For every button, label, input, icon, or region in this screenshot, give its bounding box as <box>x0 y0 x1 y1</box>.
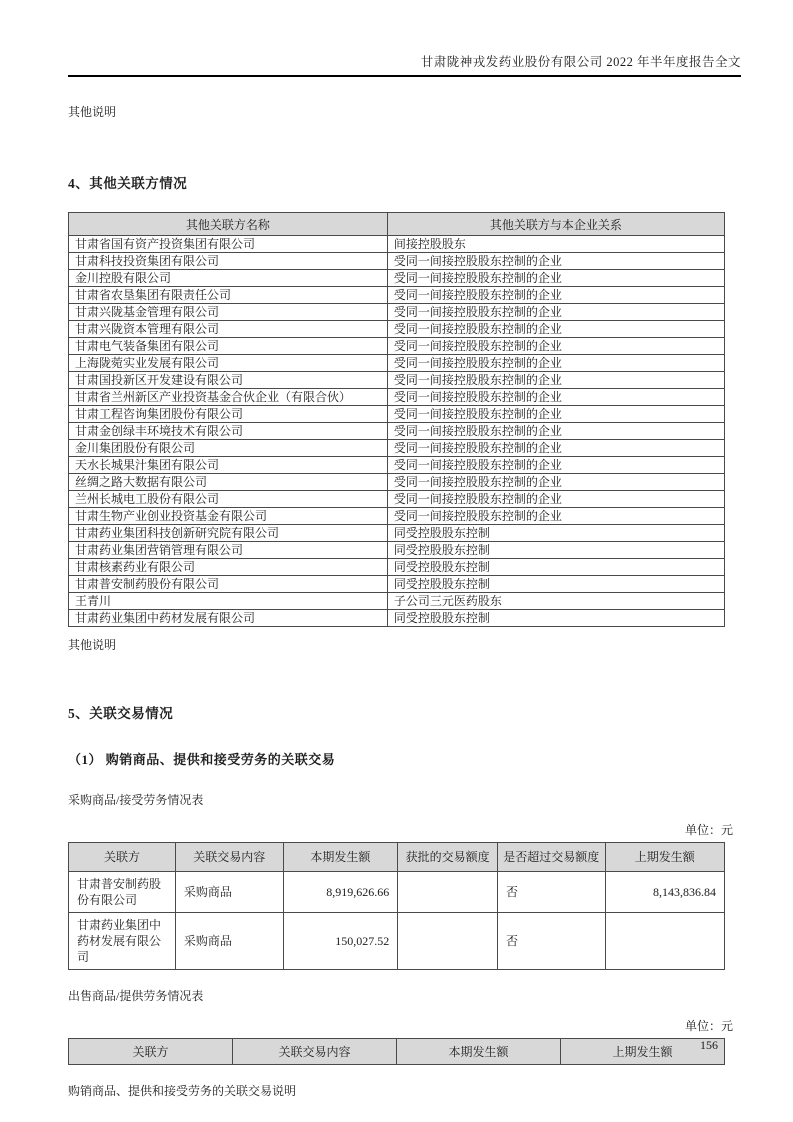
table-cell: 采购商品 <box>175 913 283 970</box>
table-cell: 间接控股股东 <box>387 236 724 253</box>
column-header: 上期发生额 <box>605 843 724 872</box>
column-header: 是否超过交易额度 <box>498 843 606 872</box>
table-cell: 受同一间接控股股东控制的企业 <box>387 253 724 270</box>
table-cell: 天水长城果汁集团有限公司 <box>69 457 388 474</box>
transaction-note-label: 购销商品、提供和接受劳务的关联交易说明 <box>68 1084 297 1098</box>
column-header: 其他关联方与本企业关系 <box>387 213 724 236</box>
table-row <box>69 406 725 423</box>
table-cell: 金川集团股份有限公司 <box>69 440 388 457</box>
table-row <box>69 372 725 389</box>
column-header: 获批的交易额度 <box>398 843 498 872</box>
unit-label-sales: 单位：元 <box>684 1019 733 1033</box>
column-header: 关联交易内容 <box>233 1039 397 1065</box>
sales-table-caption: 出售商品/提供劳务情况表 <box>68 989 204 1003</box>
section-5-heading: 5、关联交易情况 <box>68 706 174 721</box>
purchase-table <box>68 842 725 970</box>
table-cell: 甘肃药业集团营销管理有限公司 <box>69 542 388 559</box>
purchase-table-header <box>69 843 725 872</box>
table-cell: 同受控股股东控制 <box>387 525 724 542</box>
table-row <box>69 913 725 970</box>
table-row <box>69 525 725 542</box>
subsection-1-heading: （1） 购销商品、提供和接受劳务的关联交易 <box>68 752 336 767</box>
table-cell: 否 <box>498 913 606 970</box>
table-cell <box>398 913 498 970</box>
table-row <box>69 270 725 287</box>
column-header: 上期发生额 <box>561 1039 725 1065</box>
table-row <box>69 423 725 440</box>
sales-table-header <box>69 1039 725 1065</box>
table-cell: 受同一间接控股股东控制的企业 <box>387 355 724 372</box>
table-cell: 受同一间接控股股东控制的企业 <box>387 372 724 389</box>
table-row <box>69 542 725 559</box>
related-party-table-header <box>69 213 725 236</box>
table-cell: 甘肃工程咨询集团股份有限公司 <box>69 406 388 423</box>
table-cell: 受同一间接控股股东控制的企业 <box>387 389 724 406</box>
table-row <box>69 236 725 253</box>
table-cell: 采购商品 <box>175 872 283 913</box>
table-row <box>69 576 725 593</box>
table-row <box>69 474 725 491</box>
table-cell: 甘肃药业集团中药材发展有限公司 <box>69 913 176 970</box>
table-cell: 甘肃国投新区开发建设有限公司 <box>69 372 388 389</box>
table-cell: 上海陇菀实业发展有限公司 <box>69 355 388 372</box>
table-row <box>69 338 725 355</box>
table-cell: 甘肃兴陇基金管理有限公司 <box>69 304 388 321</box>
purchase-table-caption: 采购商品/接受劳务情况表 <box>68 793 204 807</box>
sales-table <box>68 1038 725 1065</box>
other-notes-label-bottom: 其他说明 <box>68 638 117 652</box>
table-row <box>69 389 725 406</box>
table-cell: 受同一间接控股股东控制的企业 <box>387 491 724 508</box>
table-row <box>69 253 725 270</box>
table-row <box>69 610 725 627</box>
other-notes-label-top: 其他说明 <box>68 105 117 119</box>
table-cell: 甘肃金创绿丰环境技术有限公司 <box>69 423 388 440</box>
column-header: 关联方 <box>69 843 176 872</box>
table-cell: 子公司三元医药股东 <box>387 593 724 610</box>
table-cell: 受同一间接控股股东控制的企业 <box>387 287 724 304</box>
column-header: 本期发生额 <box>397 1039 561 1065</box>
table-cell: 受同一间接控股股东控制的企业 <box>387 270 724 287</box>
related-party-table <box>68 212 725 627</box>
table-row <box>69 355 725 372</box>
table-cell: 甘肃药业集团科技创新研究院有限公司 <box>69 525 388 542</box>
table-cell <box>398 872 498 913</box>
unit-label-purchase: 单位：元 <box>684 823 733 837</box>
table-cell: 同受控股股东控制 <box>387 559 724 576</box>
table-cell: 甘肃科技投资集团有限公司 <box>69 253 388 270</box>
table-cell: 甘肃生物产业创业投资基金有限公司 <box>69 508 388 525</box>
table-cell: 受同一间接控股股东控制的企业 <box>387 423 724 440</box>
table-row <box>69 304 725 321</box>
table-cell: 受同一间接控股股东控制的企业 <box>387 440 724 457</box>
table-cell: 甘肃普安制药股份有限公司 <box>69 576 388 593</box>
table-row <box>69 457 725 474</box>
table-cell: 受同一间接控股股东控制的企业 <box>387 321 724 338</box>
table-cell: 8,143,836.84 <box>605 872 724 913</box>
table-row <box>69 491 725 508</box>
table-cell: 甘肃省国有资产投资集团有限公司 <box>69 236 388 253</box>
table-row <box>69 508 725 525</box>
table-cell: 甘肃电气装备集团有限公司 <box>69 338 388 355</box>
table-cell: 甘肃省兰州新区产业投资基金合伙企业（有限合伙） <box>69 389 388 406</box>
table-row <box>69 559 725 576</box>
page-number: 156 <box>700 1038 718 1052</box>
table-cell: 受同一间接控股股东控制的企业 <box>387 457 724 474</box>
table-cell: 8,919,626.66 <box>283 872 398 913</box>
column-header: 关联交易内容 <box>175 843 283 872</box>
table-cell: 同受控股股东控制 <box>387 542 724 559</box>
table-row <box>69 440 725 457</box>
table-cell: 受同一间接控股股东控制的企业 <box>387 338 724 355</box>
table-cell: 150,027.52 <box>283 913 398 970</box>
column-header: 关联方 <box>69 1039 233 1065</box>
table-row <box>69 287 725 304</box>
table-cell: 否 <box>498 872 606 913</box>
table-cell <box>605 913 724 970</box>
table-cell: 甘肃核素药业有限公司 <box>69 559 388 576</box>
table-cell: 丝绸之路大数据有限公司 <box>69 474 388 491</box>
table-cell: 兰州长城电工股份有限公司 <box>69 491 388 508</box>
table-cell: 金川控股有限公司 <box>69 270 388 287</box>
column-header: 其他关联方名称 <box>69 213 388 236</box>
table-cell: 同受控股股东控制 <box>387 576 724 593</box>
table-row <box>69 872 725 913</box>
table-cell: 受同一间接控股股东控制的企业 <box>387 474 724 491</box>
table-row <box>69 593 725 610</box>
table-row <box>69 321 725 338</box>
table-cell: 受同一间接控股股东控制的企业 <box>387 508 724 525</box>
table-cell: 甘肃兴陇资本管理有限公司 <box>69 321 388 338</box>
table-cell: 甘肃药业集团中药材发展有限公司 <box>69 610 388 627</box>
section-4-heading: 4、其他关联方情况 <box>68 176 188 191</box>
page-header-title: 甘肃陇神戎发药业股份有限公司 2022 年半年度报告全文 <box>68 0 741 77</box>
table-cell: 同受控股股东控制 <box>387 610 724 627</box>
table-cell: 甘肃省农垦集团有限责任公司 <box>69 287 388 304</box>
column-header: 本期发生额 <box>283 843 398 872</box>
table-cell: 受同一间接控股股东控制的企业 <box>387 304 724 321</box>
table-cell: 甘肃普安制药股份有限公司 <box>69 872 176 913</box>
table-cell: 受同一间接控股股东控制的企业 <box>387 406 724 423</box>
table-cell: 王青川 <box>69 593 388 610</box>
